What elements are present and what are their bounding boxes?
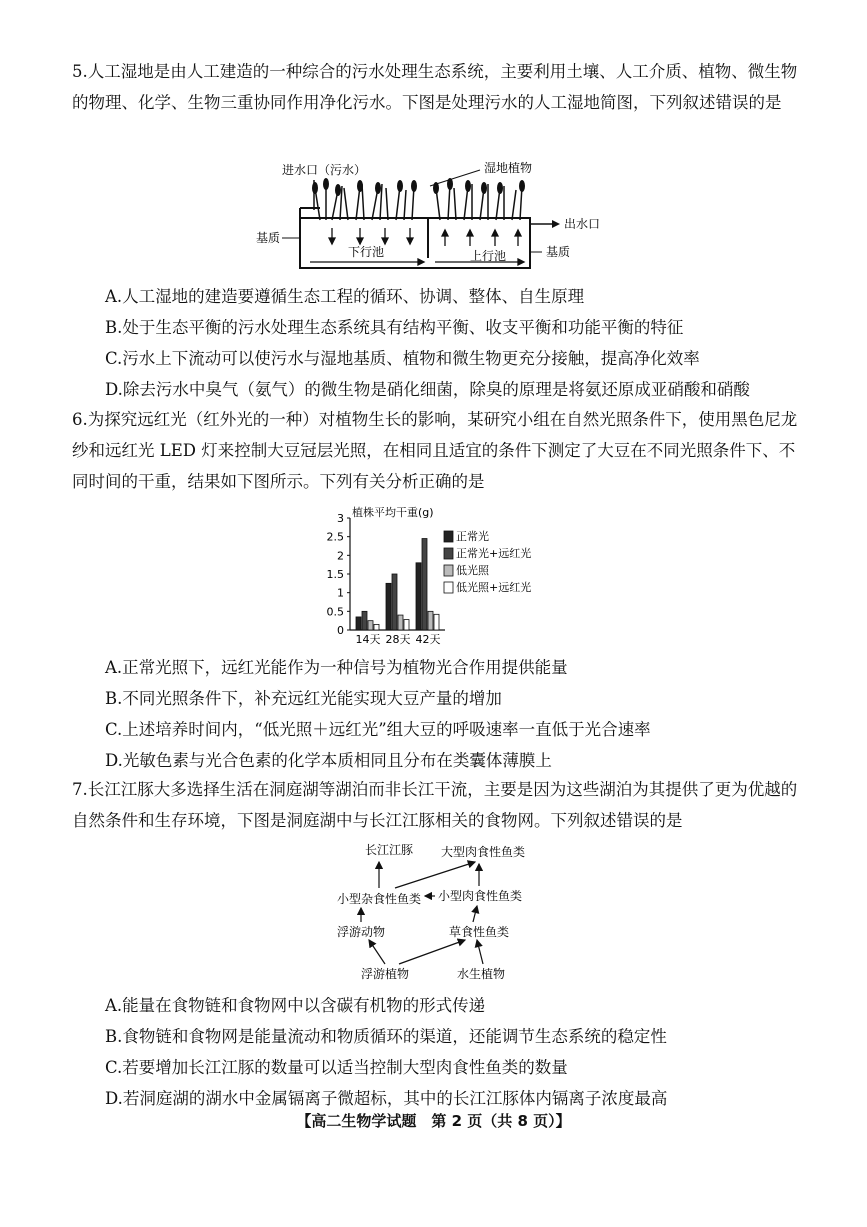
wetland-diagram [256, 158, 601, 276]
bar [398, 615, 403, 630]
node-big-carnivore: 大型肉食性鱼类 [441, 845, 526, 859]
node-aquatic-plants: 水生植物 [457, 967, 506, 981]
y-tick-label: 0 [337, 624, 344, 637]
q6-option-c: C.上述培养时间内，“低光照＋远红光”组大豆的呼吸速率一直低于光合速率 [105, 720, 651, 739]
node-herbivore: 草食性鱼类 [449, 925, 510, 939]
legend-swatch [444, 548, 453, 559]
bar [404, 620, 409, 630]
legend-label: 正常光+远红光 [456, 547, 532, 560]
q6-stem-text: 6.为探究远红光（红外光的一种）对植物生长的影响，某研究小组在自然光照条件下，使用黑色尼龙纱和远红光 LED 灯来控制大豆冠层光照，在相同且适宜的条件下测定了大豆在不同光照条件下、不同时间的干重，结果如下图所示。下列有关分析正确的是 [72, 410, 798, 491]
q6-option-d: D.光敏色素与光合色素的化学本质相同且分布在类囊体薄膜上 [105, 751, 552, 770]
y-tick-label: 1.5 [326, 568, 344, 581]
down-pool-label: 下行池 [348, 245, 385, 259]
bar [374, 624, 379, 630]
page-footer: 【高二生物学试题 第 2 页（共 8 页）】 [296, 1112, 571, 1130]
node-porpoise: 长江江豚 [365, 843, 414, 857]
legend-label: 低光照+远红光 [456, 581, 532, 594]
bar [416, 563, 421, 630]
plants-label: 湿地植物 [484, 161, 533, 175]
bar [428, 611, 433, 630]
up-pool-label: 上行池 [470, 249, 507, 263]
q5-stem-text: 5.人工湿地是由人工建造的一种综合的污水处理生态系统，主要利用土壤、人工介质、植物、微生物的物理、化学、生物三重协同作用净化污水。下图是处理污水的人工湿地简图，下列叙述错误的是 [72, 62, 798, 112]
bar [434, 614, 439, 630]
bar [386, 583, 391, 630]
q7-option-b: B.食物链和食物网是能量流动和物质循环的渠道，还能调节生态系统的稳定性 [105, 1027, 667, 1046]
bar [362, 611, 367, 630]
y-tick-label: 1 [337, 586, 344, 600]
q7-stem-text: 7.长江江豚大多选择生活在洞庭湖等湖泊而非长江干流，主要是因为这些湖泊为其提供了更为优越的自然条件和生存环境，下图是洞庭湖中与长江江豚相关的食物网。下列叙述错误的是 [72, 780, 798, 830]
node-small-omnivore: 小型杂食性鱼类 [337, 892, 422, 906]
question-5-stem [72, 56, 807, 118]
y-tick-label: 2 [337, 549, 344, 563]
inlet-label: 进水口（污水） [282, 163, 367, 177]
legend-swatch [444, 565, 453, 576]
node-phytoplankton: 浮游植物 [361, 967, 410, 981]
question-7-stem [72, 774, 807, 836]
q7-option-c: C.若要增加长江江豚的数量可以适当控制大型肉食性鱼类的数量 [105, 1058, 568, 1077]
q7-option-a: A.能量在食物链和食物网中以含碳有机物的形式传递 [105, 996, 486, 1015]
q6-option-b: B.不同光照条件下，补充远红光能实现大豆产量的增加 [105, 689, 502, 708]
food-web-diagram [325, 840, 555, 988]
bar [392, 574, 397, 630]
q5-option-a: A.人工湿地的建造要遵循生态工程的循环、协调、整体、自生原理 [105, 287, 585, 306]
bar [368, 621, 373, 630]
q6-option-a: A.正常光照下，远红光能作为一种信号为植物光合作用提供能量 [105, 658, 568, 677]
dry-weight-bar-chart [320, 500, 560, 650]
outlet-label: 出水口 [564, 217, 601, 231]
legend-label: 正常光 [456, 530, 489, 543]
node-small-carnivore: 小型肉食性鱼类 [438, 889, 523, 903]
matrix-left-label: 基质 [256, 231, 281, 245]
chart-ylabel: 植株平均干重(g) [352, 506, 434, 519]
bar [422, 539, 427, 630]
q7-option-d: D.若洞庭湖的湖水中金属镉离子微超标，其中的长江江豚体内镉离子浓度最高 [105, 1089, 668, 1108]
q5-option-b: B.处于生态平衡的污水处理生态系统具有结构平衡、收支平衡和功能平衡的特征 [105, 318, 684, 337]
legend-label: 低光照 [456, 564, 489, 577]
legend-swatch [444, 531, 453, 542]
bar [356, 617, 361, 630]
legend-swatch [444, 582, 453, 593]
x-tick-label: 14天 [355, 633, 381, 646]
q5-option-c: C.污水上下流动可以使污水与湿地基质、植物和微生物更充分接触，提高净化效率 [105, 349, 700, 368]
node-zooplankton: 浮游动物 [337, 925, 386, 939]
q5-option-d: D.除去污水中臭气（氨气）的微生物是硝化细菌，除臭的原理是将氨还原成亚硝酸和硝酸 [105, 380, 750, 399]
y-tick-label: 3 [337, 512, 344, 525]
y-tick-label: 2.5 [326, 530, 344, 544]
matrix-right-label: 基质 [546, 245, 571, 259]
x-tick-label: 28天 [385, 633, 411, 646]
y-tick-label: 0.5 [326, 605, 344, 619]
x-tick-label: 42天 [415, 633, 441, 646]
question-6-stem [72, 404, 807, 497]
